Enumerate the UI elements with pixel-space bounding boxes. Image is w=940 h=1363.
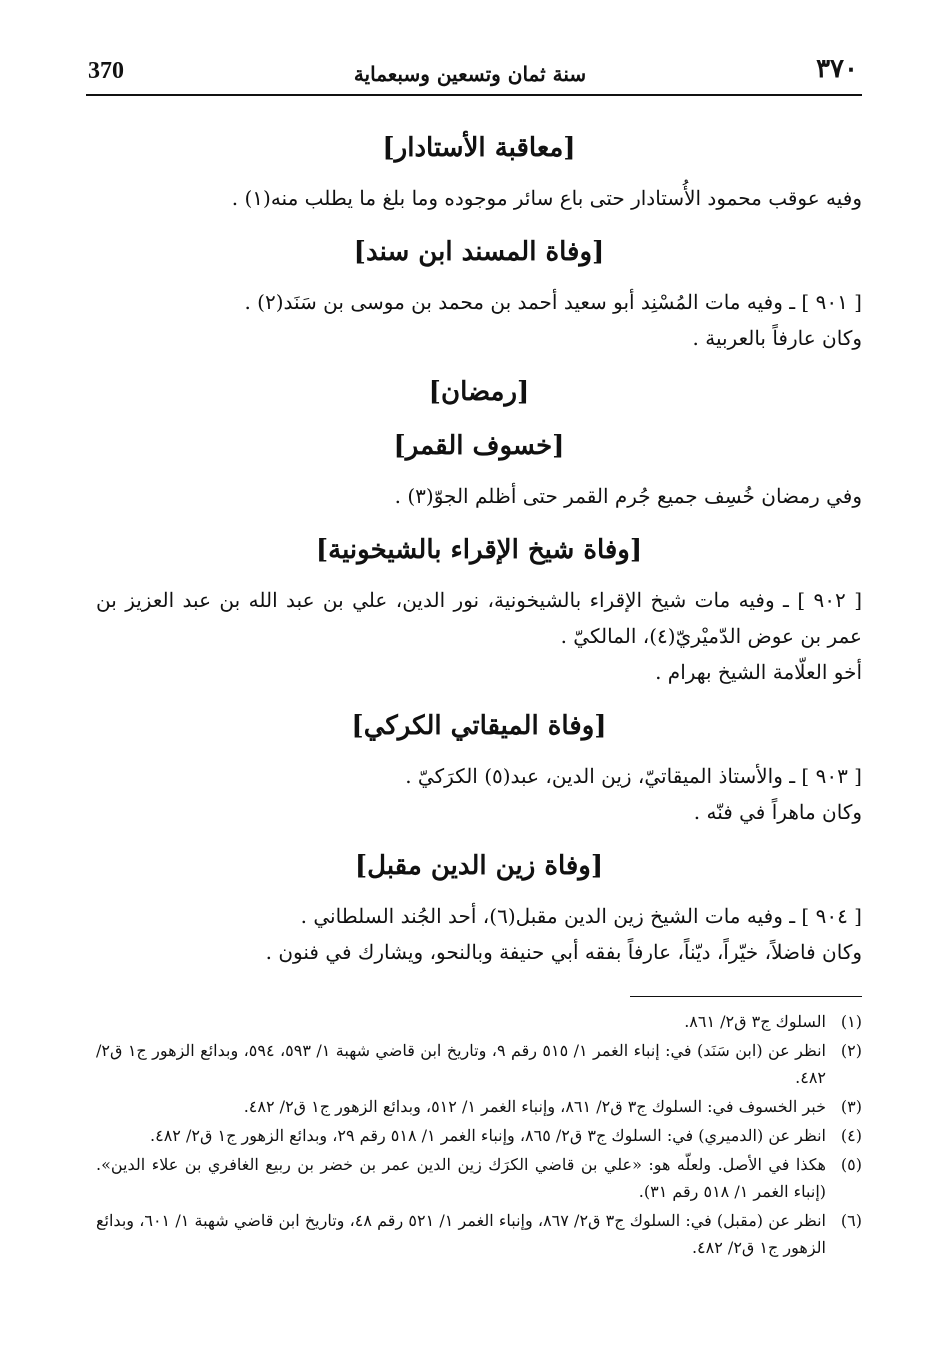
footnote bbox=[96, 1037, 862, 1091]
footnote bbox=[96, 1151, 862, 1205]
footnote-number: (٢) bbox=[840, 1041, 862, 1060]
paragraph: وفي رمضان خُسِف جميع جُرم القمر حتى أظلم الجوّ(٣) . bbox=[394, 484, 862, 508]
paragraph: [ ٩٠٣ ] ـ والأستاذ الميقاتيّ، زين الدين، عبد(٥) الكرَكيّ . bbox=[405, 764, 862, 788]
footnote-number: (٣) bbox=[840, 1097, 862, 1116]
section-heading: [خسوف القمر] bbox=[393, 431, 565, 461]
running-title: سنة ثمان وتسعين وسبعماية bbox=[353, 62, 587, 86]
section bbox=[96, 234, 862, 356]
section-heading: [معاقبة الأستادار] bbox=[382, 133, 576, 163]
section bbox=[96, 428, 862, 514]
paragraph: [ ٩٠٢ ] ـ وفيه مات شيخ الإقراء بالشيخونية، نور الدين، علي بن عبد الله بن عبد العزيز بن عمر بن عوض الدّميْريّ(٤)، المالكيّ . bbox=[96, 588, 862, 648]
footnote-text: انظر عن (مقبل) في: السلوك ج٣ ق٢/ ٨٦٧، وإنباء الغمر ١/ ٥٢١ رقم ٤٨، وتاريخ ابن قاضي شهبة ١/ ٦٠١، وبدائع الزهور ج١ ق٢/ ٤٨٢. bbox=[96, 1211, 826, 1257]
footnote-text: انظر عن (ابن سَنَد) في: إنباء الغمر ١/ ٥١٥ رقم ٩، وتاريخ ابن قاضي شهبة ١/ ٥٩٣، ٥٩٤، وبدائع الزهور ج١ ق٢/ ٤٨٢. bbox=[96, 1041, 827, 1087]
paragraph: وكان ماهراً في فنّه . bbox=[693, 800, 862, 824]
section-heading: [وفاة الميقاتي الكركي] bbox=[351, 711, 607, 741]
footnote-text: السلوك ج٣ ق٢/ ٨٦١. bbox=[684, 1012, 826, 1031]
section bbox=[96, 708, 862, 830]
footnote-number: (٥) bbox=[840, 1155, 862, 1174]
footnote-number: (١) bbox=[840, 1012, 862, 1031]
paragraph: وكان عارفاً بالعربية . bbox=[692, 326, 862, 350]
section bbox=[96, 532, 862, 690]
footnote-number: (٤) bbox=[840, 1126, 862, 1145]
paragraph: وفيه عوقب محمود الأُستادار حتى باع سائر موجوده وما بلغ ما يطلب منه(١) . bbox=[231, 186, 862, 210]
section bbox=[96, 848, 862, 970]
header-rule bbox=[86, 94, 862, 96]
footnote-text: خبر الخسوف في: السلوك ج٣ ق٢/ ٨٦١، وإنباء الغمر ١/ ٥١٢، وبدائع الزهور ج١ ق٢/ ٤٨٢. bbox=[243, 1097, 826, 1116]
paragraph: أخو العلّامة الشيخ بهرام . bbox=[655, 660, 862, 684]
section bbox=[96, 374, 862, 410]
section bbox=[96, 130, 862, 216]
section-heading: [وفاة المسند ابن سند] bbox=[353, 237, 605, 267]
page-number-arabic: ٣٧٠ bbox=[816, 54, 858, 84]
paragraph: [ ٩٠١ ] ـ وفيه مات المُسْنِد أبو سعيد أحمد بن محمد بن موسى بن سَنَد(٢) . bbox=[244, 290, 862, 314]
section-heading: [وفاة زين الدين مقبل] bbox=[354, 851, 604, 881]
footnote bbox=[96, 1008, 862, 1035]
section-heading: [وفاة شيخ الإقراء بالشيخونية] bbox=[315, 535, 643, 565]
paragraph: وكان فاضلاً، خيّراً، ديّناً، عارفاً بفقه أبي حنيفة وبالنحو، ويشارك في فنون . bbox=[265, 940, 862, 964]
footnote-rule bbox=[630, 996, 862, 997]
footnote bbox=[96, 1093, 862, 1120]
section-heading: [رمضان] bbox=[428, 377, 530, 407]
paragraph: [ ٩٠٤ ] ـ وفيه مات الشيخ زين الدين مقبل(٦)، أحد الجُند السلطاني . bbox=[300, 904, 862, 928]
footnote-text: هكذا في الأصل. ولعلّه هو: «علي بن قاضي الكرَك زين الدين عمر بن خضر بن ربيع الغافري بن علاء الدين». (إنباء الغمر ١/ ٥١٨ رقم ٣١). bbox=[96, 1155, 826, 1201]
footnote-number: (٦) bbox=[840, 1211, 862, 1230]
footnote bbox=[96, 1207, 862, 1261]
page-number-latin: 370 bbox=[88, 58, 124, 84]
footnotes bbox=[96, 1008, 862, 1263]
footnote-text: انظر عن (الدميري) في: السلوك ج٣ ق٢/ ٨٦٥، وإنباء الغمر ١/ ٥١٨ رقم ٢٩، وبدائع الزهور ج١ ق٢/ ٤٨٢. bbox=[150, 1126, 826, 1145]
footnote bbox=[96, 1122, 862, 1149]
main-text bbox=[96, 112, 862, 970]
